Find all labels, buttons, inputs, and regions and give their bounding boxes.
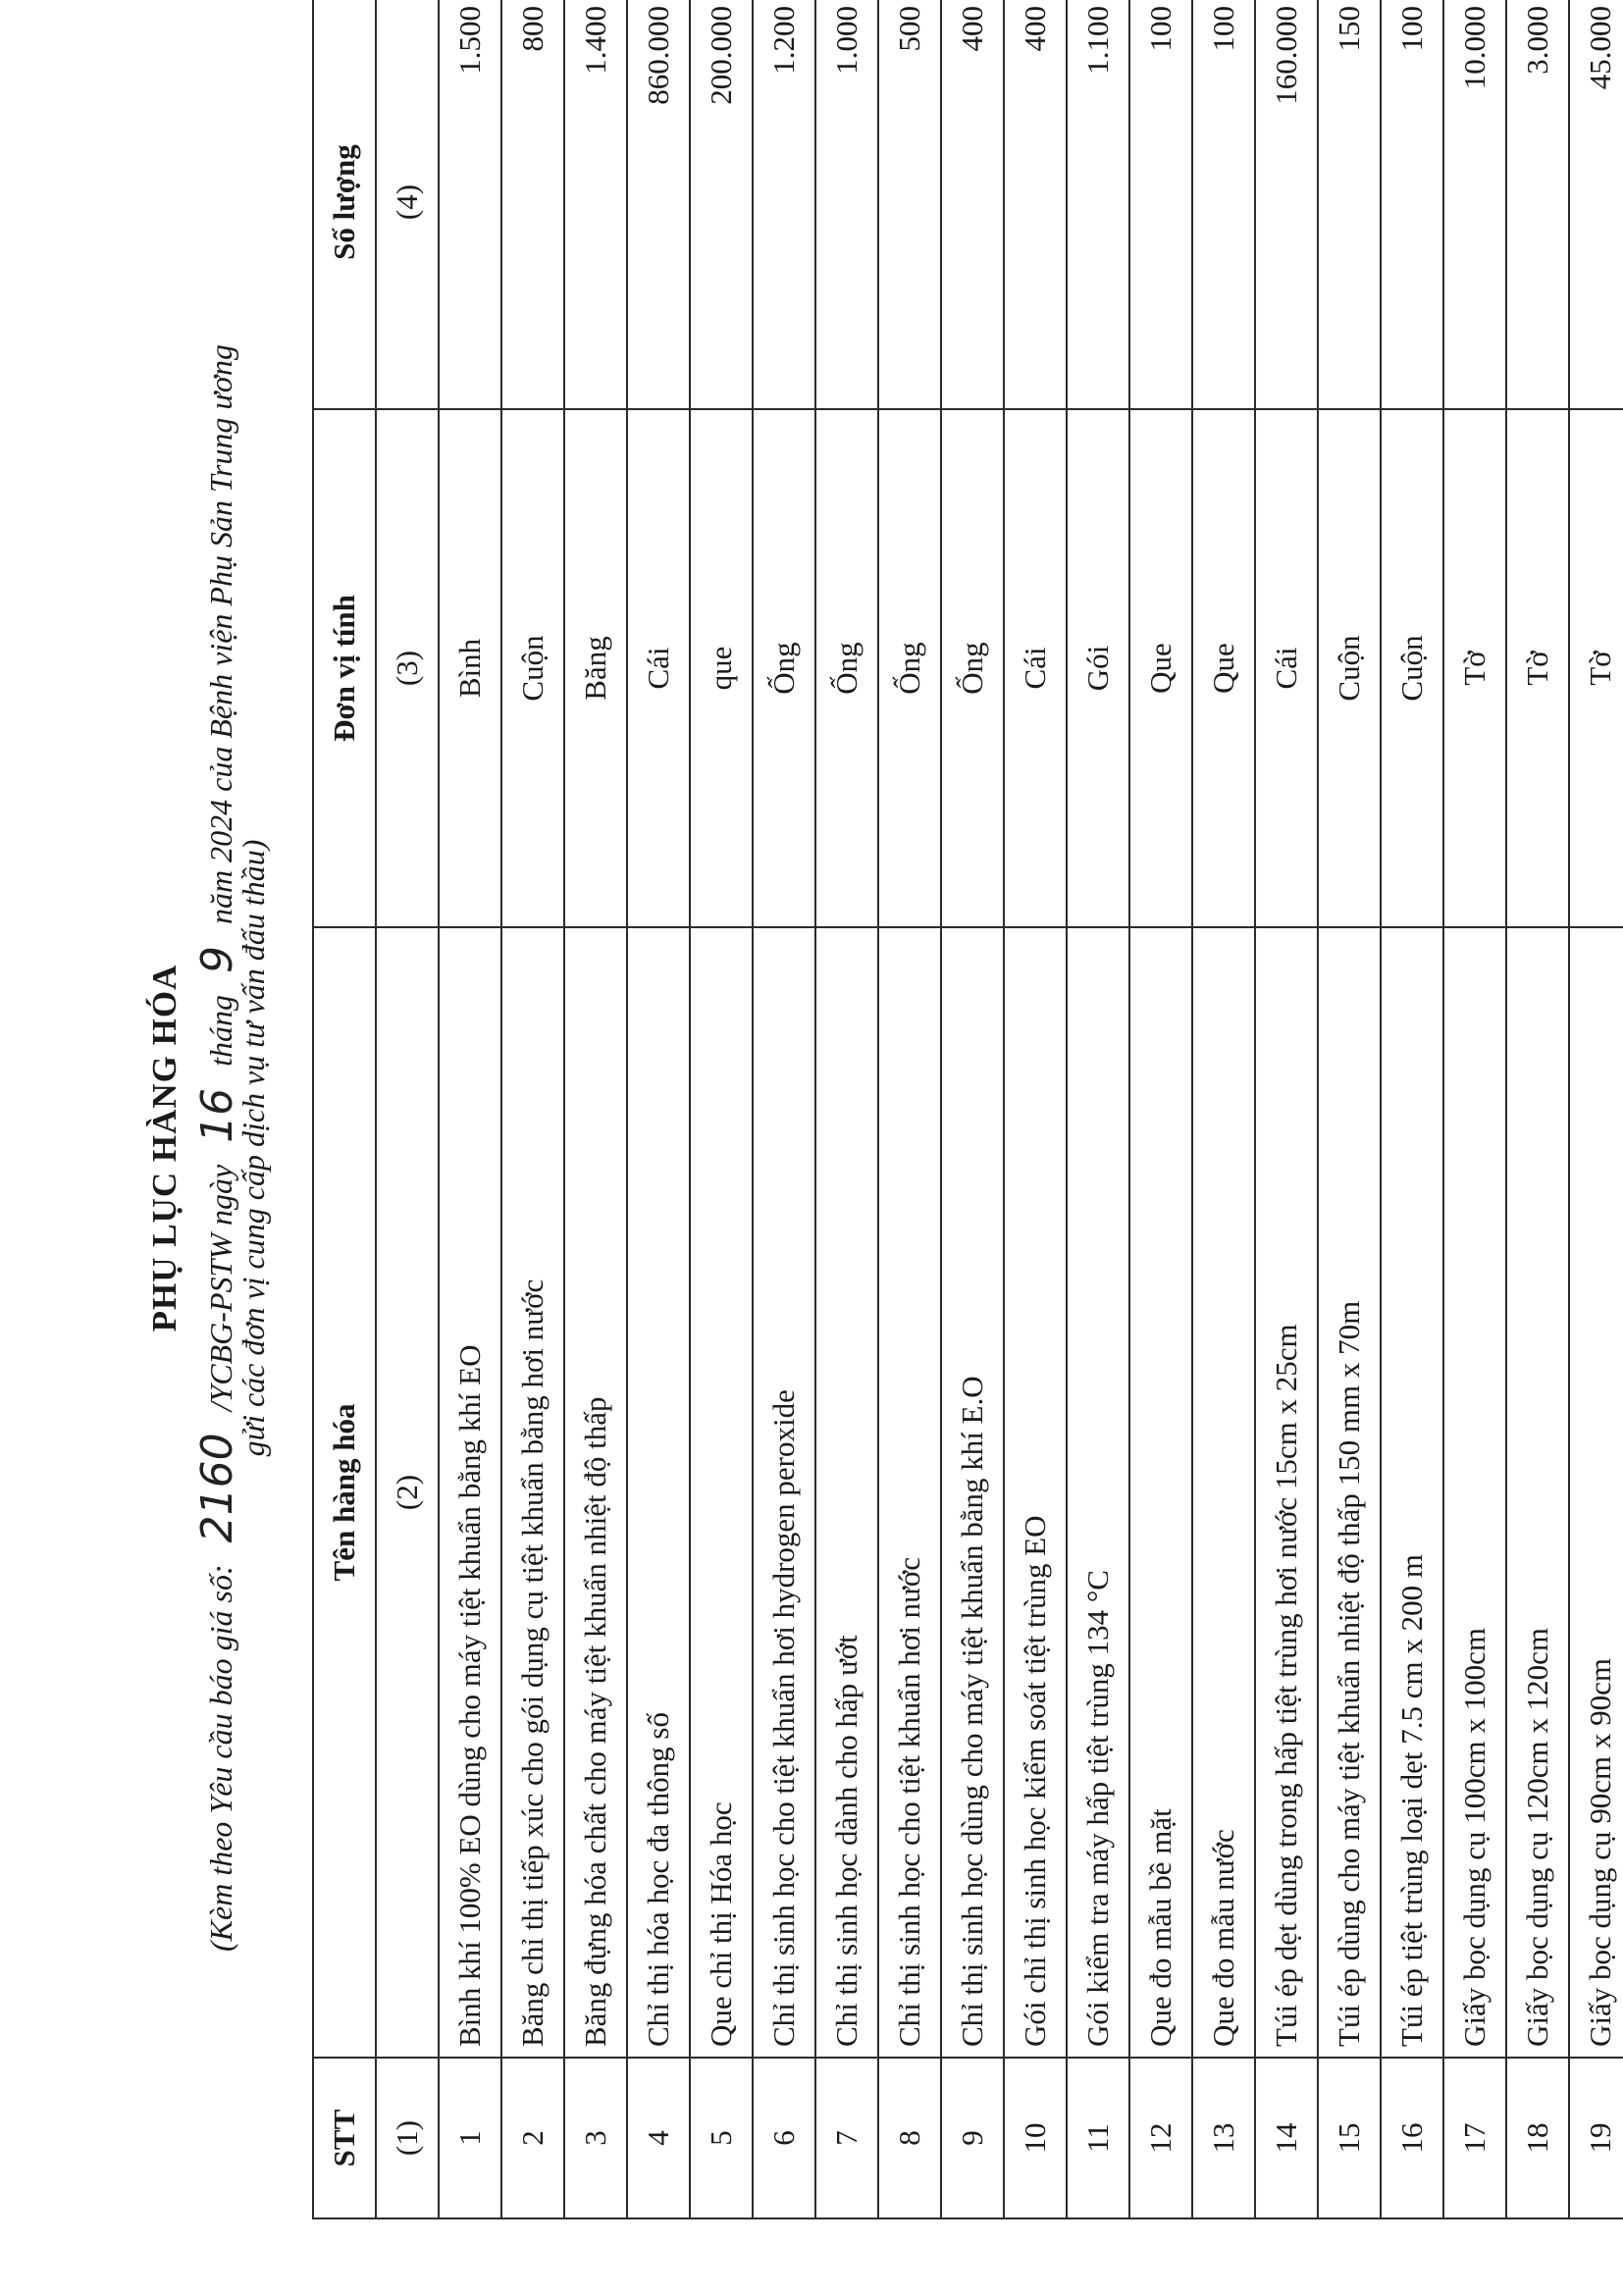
cell-name: Que đo mẫu nước bbox=[1192, 927, 1255, 2058]
cell-unit: Cái bbox=[1004, 409, 1067, 927]
cell-unit: Ống bbox=[941, 409, 1004, 927]
subtitle-middle-1: /YCBG-PSTW ngày bbox=[203, 1164, 238, 1412]
cell-stt: 12 bbox=[1129, 2058, 1192, 2218]
cell-unit: Cái bbox=[627, 409, 690, 927]
cell-unit: Que bbox=[1129, 409, 1192, 927]
header-name: Tên hàng hóa bbox=[313, 927, 376, 2058]
table-row bbox=[941, 0, 1004, 2218]
table-row bbox=[1129, 0, 1192, 2218]
document-subtitle-line-2: gửi các đơn vị cung cấp dịch vụ tư vấn đấu thầu) bbox=[236, 839, 271, 1457]
table-row bbox=[753, 0, 815, 2218]
cell-qty: 1.100 bbox=[1067, 0, 1129, 409]
cell-name: Băng chỉ thị tiếp xúc cho gói dụng cụ tiệt khuẩn bằng hơi nước bbox=[501, 927, 564, 2058]
document-title: PHỤ LỤC HÀNG HÓA bbox=[145, 964, 183, 1332]
cell-qty: 100 bbox=[1381, 0, 1443, 409]
header-qty: Số lượng bbox=[313, 0, 376, 409]
cell-qty: 100 bbox=[1129, 0, 1192, 409]
subtitle-middle-2: tháng bbox=[203, 994, 238, 1067]
cell-stt: 6 bbox=[753, 2058, 815, 2218]
cell-stt: 8 bbox=[878, 2058, 941, 2218]
cell-name: Túi ép dẹt dùng trong hấp tiệt trùng hơi nước 15cm x 25cm bbox=[1255, 927, 1318, 2058]
header-unit: Đơn vị tính bbox=[313, 409, 376, 927]
cell-unit: Cuộn bbox=[501, 409, 564, 927]
cell-qty: 1.500 bbox=[439, 0, 501, 409]
cell-stt: 5 bbox=[690, 2058, 753, 2218]
cell-stt: 1 bbox=[439, 2058, 501, 2218]
cell-unit: Ống bbox=[815, 409, 878, 927]
table-row bbox=[1192, 0, 1255, 2218]
cell-name: Bình khí 100% EO dùng cho máy tiệt khuẩn bằng khí EO bbox=[439, 927, 501, 2058]
cell-name: Chỉ thị hóa học đa thông số bbox=[627, 927, 690, 2058]
cell-name: Giấy bọc dụng cụ 90cm x 90cm bbox=[1569, 927, 1623, 2058]
table-row bbox=[1318, 0, 1381, 2218]
cell-stt: 9 bbox=[941, 2058, 1004, 2218]
cell-qty: 400 bbox=[941, 0, 1004, 409]
cell-qty: 400 bbox=[1004, 0, 1067, 409]
cell-stt: 7 bbox=[815, 2058, 878, 2218]
goods-table bbox=[312, 0, 1623, 2219]
cell-unit: Gói bbox=[1067, 409, 1129, 927]
cell-stt: 11 bbox=[1067, 2058, 1129, 2218]
cell-qty: 160.000 bbox=[1255, 0, 1318, 409]
table-row bbox=[1569, 0, 1623, 2218]
table-row bbox=[1381, 0, 1443, 2218]
cell-qty: 860.000 bbox=[627, 0, 690, 409]
cell-qty: 1.200 bbox=[753, 0, 815, 409]
cell-qty: 800 bbox=[501, 0, 564, 409]
handwritten-day: 16 bbox=[192, 1087, 242, 1143]
cell-stt: 14 bbox=[1255, 2058, 1318, 2218]
cell-unit: Tờ bbox=[1506, 409, 1569, 927]
cell-name: Que đo mẫu bề mặt bbox=[1129, 927, 1192, 2058]
cell-name: Chỉ thị sinh học cho tiệt khuẩn hơi hydrogen peroxide bbox=[753, 927, 815, 2058]
table-row bbox=[690, 0, 753, 2218]
table-body bbox=[439, 0, 1623, 2218]
cell-qty: 10.000 bbox=[1443, 0, 1506, 409]
col-number-stt: (1) bbox=[376, 2058, 439, 2218]
cell-stt: 10 bbox=[1004, 2058, 1067, 2218]
cell-qty: 45.000 bbox=[1569, 0, 1623, 409]
subtitle-suffix: năm 2024 của Bệnh viện Phụ Sản Trung ương bbox=[203, 344, 238, 924]
cell-unit: Cuộn bbox=[1318, 409, 1381, 927]
cell-stt: 18 bbox=[1506, 2058, 1569, 2218]
table-row bbox=[627, 0, 690, 2218]
table-row bbox=[878, 0, 941, 2218]
cell-qty: 1.400 bbox=[564, 0, 627, 409]
cell-qty: 200.000 bbox=[690, 0, 753, 409]
handwritten-doc-number: 2160 bbox=[192, 1433, 242, 1543]
cell-name: Chỉ thị sinh học dùng cho máy tiệt khuẩn bằng khí E.O bbox=[941, 927, 1004, 2058]
cell-stt: 3 bbox=[564, 2058, 627, 2218]
cell-name: Chỉ thị sinh học dành cho hấp ướt bbox=[815, 927, 878, 2058]
cell-unit: Tờ bbox=[1569, 409, 1623, 927]
cell-unit: Bình bbox=[439, 409, 501, 927]
table-row bbox=[1004, 0, 1067, 2218]
column-number-row bbox=[376, 0, 439, 2218]
table-row bbox=[1255, 0, 1318, 2218]
cell-qty: 100 bbox=[1192, 0, 1255, 409]
cell-stt: 2 bbox=[501, 2058, 564, 2218]
cell-qty: 500 bbox=[878, 0, 941, 409]
table-row bbox=[439, 0, 501, 2218]
cell-unit: que bbox=[690, 409, 753, 927]
cell-stt: 19 bbox=[1569, 2058, 1623, 2218]
cell-stt: 4 bbox=[627, 2058, 690, 2218]
cell-qty: 150 bbox=[1318, 0, 1381, 409]
cell-unit: Cuộn bbox=[1381, 409, 1443, 927]
cell-stt: 16 bbox=[1381, 2058, 1443, 2218]
cell-stt: 15 bbox=[1318, 2058, 1381, 2218]
cell-name: Băng đựng hóa chất cho máy tiệt khuẩn nhiệt độ thấp bbox=[564, 927, 627, 2058]
cell-name: Giấy bọc dụng cụ 100cm x 100cm bbox=[1443, 927, 1506, 2058]
table-row bbox=[1067, 0, 1129, 2218]
cell-unit: Ống bbox=[878, 409, 941, 927]
cell-name: Gói kiểm tra máy hấp tiệt trùng 134 °C bbox=[1067, 927, 1129, 2058]
header-stt: STT bbox=[313, 2058, 376, 2218]
table-row bbox=[501, 0, 564, 2218]
cell-stt: 17 bbox=[1443, 2058, 1506, 2218]
table-row bbox=[1506, 0, 1569, 2218]
cell-unit: Băng bbox=[564, 409, 627, 927]
table-header-row bbox=[313, 0, 376, 2218]
table-row bbox=[815, 0, 878, 2218]
cell-qty: 3.000 bbox=[1506, 0, 1569, 409]
subtitle-prefix: (Kèm theo Yêu cầu báo giá số: bbox=[203, 1564, 238, 1952]
cell-name: Túi ép tiệt trùng loại dẹt 7.5 cm x 200 m bbox=[1381, 927, 1443, 2058]
cell-unit: Que bbox=[1192, 409, 1255, 927]
col-number-unit: (3) bbox=[376, 409, 439, 927]
handwritten-month: 9 bbox=[192, 945, 242, 973]
cell-qty: 1.000 bbox=[815, 0, 878, 409]
table-row bbox=[564, 0, 627, 2218]
col-number-qty: (4) bbox=[376, 0, 439, 409]
cell-name: Giấy bọc dụng cụ 120cm x 120cm bbox=[1506, 927, 1569, 2058]
cell-unit: Tờ bbox=[1443, 409, 1506, 927]
cell-unit: Cái bbox=[1255, 409, 1318, 927]
table-row bbox=[1443, 0, 1506, 2218]
cell-stt: 13 bbox=[1192, 2058, 1255, 2218]
cell-name: Gói chỉ thị sinh học kiểm soát tiệt trùng EO bbox=[1004, 927, 1067, 2058]
cell-name: Que chỉ thị Hóa học bbox=[690, 927, 753, 2058]
cell-unit: Ống bbox=[753, 409, 815, 927]
cell-name: Chỉ thị sinh học cho tiệt khuẩn hơi nước bbox=[878, 927, 941, 2058]
cell-name: Túi ép dùng cho máy tiệt khuẩn nhiệt độ thấp 150 mm x 70m bbox=[1318, 927, 1381, 2058]
col-number-name: (2) bbox=[376, 927, 439, 2058]
